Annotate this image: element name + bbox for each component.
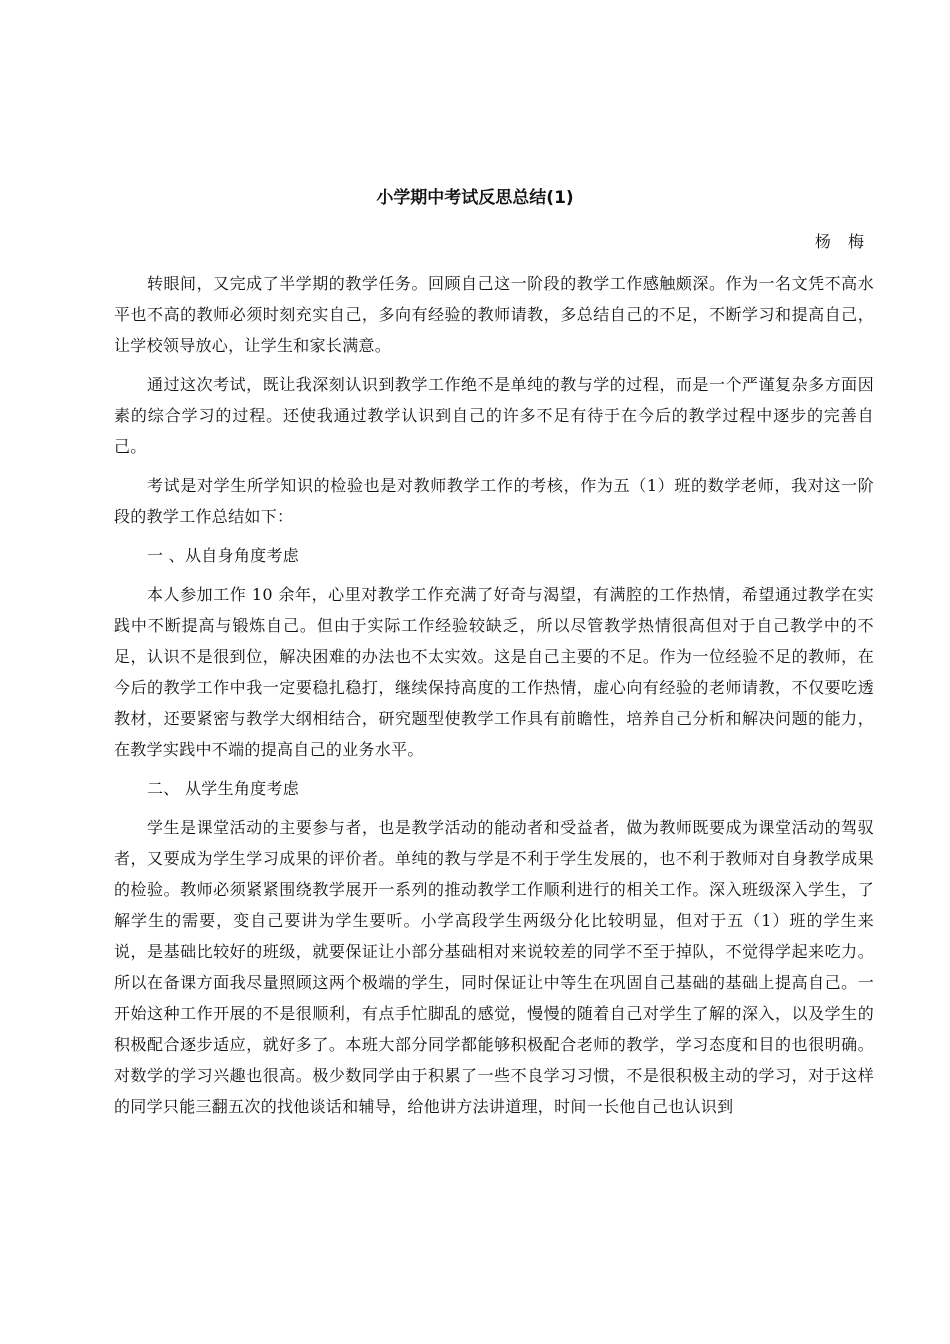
document-author: 杨 梅 xyxy=(814,232,870,251)
document-title: 小学期中考试反思总结(1) xyxy=(376,188,574,208)
section-paragraph: 本人参加工作 10 余年，心里对教学工作充满了好奇与渴望，有满腔的工作热情，希望通过教学在实践中不断提高与锻炼自己。但由于实际工作经验较缺乏，所以尽管教学热情很高但对于自己教学中的不足，认识不是很到位，解决困难的办法也不太实效。这是自己主要的不足。作为一位经验不足的教师，在今后的教学工作中我一定要稳扎稳打，继续保持高度的工作热情，虚心向有经验的老师请教，不仅要吃透教材，还要紧密与教学大纲相结合，研究题型使教学工作具有前瞻性，培养自己分析和解决问题的能力，在教学实践中不端的提高自己的业务水平。 xyxy=(114,585,874,759)
section-paragraph: 学生是课堂活动的主要参与者，也是教学活动的能动者和受益者，做为教师既要成为课堂活动的驾驭者，又要成为学生学习成果的评价者。单纯的教与学是不利于学生发展的，也不利于教师对自身教学成果的检验。教师必须紧紧围绕教学展开一系列的推动教学工作顺利进行的相关工作。深入班级深入学生，了解学生的需要，变自己要讲为学生要听。小学高段学生两级分化比较明显，但对于五（1）班的学生来说，是基础比较好的班级，就要保证让小部分基础相对来说较差的同学不至于掉队，不觉得学起来吃力。所以在备课方面我尽量照顾这两个极端的学生，同时保证让中等生在巩固自己基础的基础上提高自己。一开始这种工作开展的不是很顺利，有点手忙脚乱的感觉，慢慢的随着自己对学生了解的深入，以及学生的积极配合逐步适应，就好多了。本班大部分同学都能够积极配合老师的教学，学习态度和目的也很明确。对数学的学习兴趣也很高。极少数同学由于积累了一些不良学习习惯，不是很积极主动的学习，对于这样的同学只能三翻五次的找他谈话和辅导，给他讲方法讲道理，时间一长他自己也认识到 xyxy=(114,818,874,1116)
paragraph: 通过这次考试，既让我深刻认识到教学工作绝不是单纯的教与学的过程，而是一个严谨复杂多方面因素的综合学习的过程。还使我通过教学认识到自己的许多不足有待于在今后的教学过程中逐步的完善自己。 xyxy=(114,375,874,456)
paragraph: 考试是对学生所学知识的检验也是对教师教学工作的考核，作为五（1）班的数学老师，我对这一阶段的教学工作总结如下： xyxy=(114,476,874,526)
document-body xyxy=(114,268,874,1130)
paragraph: 转眼间，又完成了半学期的教学任务。回顾自己这一阶段的教学工作感触颇深。作为一名文凭不高水平也不高的教师必须时刻充实自己，多向有经验的教师请教，多总结自己的不足，不断学习和提高自己，让学校领导放心，让学生和家长满意。 xyxy=(114,274,874,355)
section-heading: 二、 从学生角度考虑 xyxy=(147,779,300,798)
section-heading: 一 、从自身角度考虑 xyxy=(147,546,300,565)
